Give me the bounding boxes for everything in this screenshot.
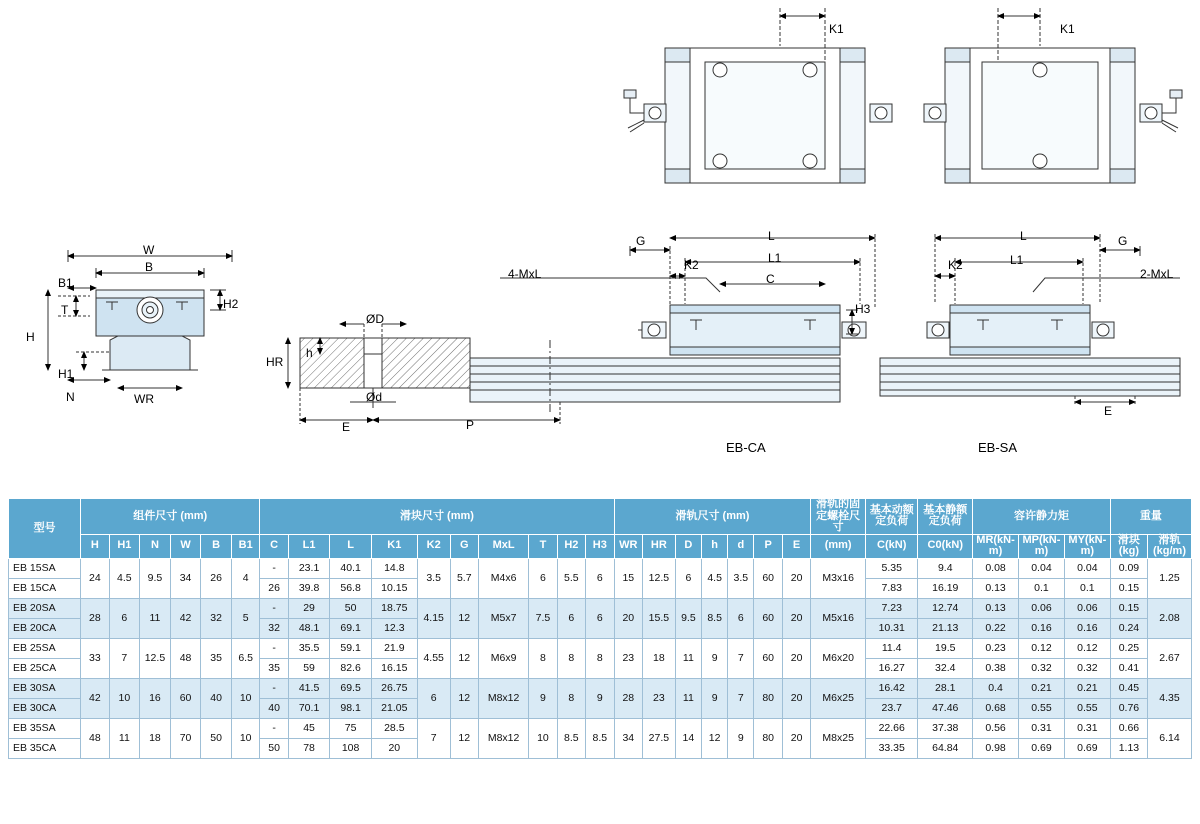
cell-H1: 6 bbox=[109, 598, 140, 638]
subheader-MR: MR(kN-m) bbox=[973, 534, 1019, 558]
cell-C0: 47.46 bbox=[918, 698, 973, 718]
cell-D: 9.5 bbox=[675, 598, 701, 638]
cell-P: 60 bbox=[754, 558, 782, 598]
cell-K1: 26.75 bbox=[371, 678, 417, 698]
spec-table bbox=[8, 498, 1192, 759]
table-row bbox=[9, 558, 1192, 578]
header-assembly-dims: 组件尺寸 (mm) bbox=[81, 499, 260, 535]
cell-H2: 8 bbox=[557, 678, 585, 718]
cell-d: 9 bbox=[728, 718, 754, 758]
subheader-MxL: MxL bbox=[478, 534, 528, 558]
cell-C: 22.66 bbox=[865, 718, 917, 738]
cell-HR: 27.5 bbox=[642, 718, 675, 758]
cell-L: 59.1 bbox=[330, 638, 372, 658]
cell-E: 20 bbox=[782, 678, 810, 718]
cell-H3: 8 bbox=[586, 638, 615, 678]
cell-W: 60 bbox=[170, 678, 201, 718]
cell-H1: 7 bbox=[109, 638, 140, 678]
cell-G: 12 bbox=[450, 598, 478, 638]
cell-P: 80 bbox=[754, 718, 782, 758]
label-t: T bbox=[61, 303, 69, 317]
cell-C: 33.35 bbox=[865, 738, 917, 758]
cell-L: 69.5 bbox=[330, 678, 372, 698]
header-static-moment: 容许静力矩 bbox=[973, 499, 1111, 535]
cell-P: 60 bbox=[754, 638, 782, 678]
cell-H2: 8 bbox=[557, 638, 585, 678]
cell-model: EB 15SA bbox=[9, 558, 81, 578]
cell-HR: 18 bbox=[642, 638, 675, 678]
label-g-left: G bbox=[636, 234, 646, 248]
cell-MR: 0.68 bbox=[973, 698, 1019, 718]
cell-C: 7.83 bbox=[865, 578, 917, 598]
table-row bbox=[9, 678, 1192, 698]
cell-MR: 0.08 bbox=[973, 558, 1019, 578]
subheader-L1: L1 bbox=[288, 534, 330, 558]
spec-table-body bbox=[9, 558, 1192, 758]
cell-wr: 4.35 bbox=[1147, 678, 1191, 718]
cell-HR: 12.5 bbox=[642, 558, 675, 598]
cell-screw: M8x25 bbox=[811, 718, 866, 758]
label-w: W bbox=[143, 243, 155, 257]
cell-h: 9 bbox=[702, 678, 728, 718]
cell-B1: 6.5 bbox=[231, 638, 259, 678]
label-4mxl: 4-MxL bbox=[508, 267, 542, 281]
cell-MP: 0.32 bbox=[1018, 658, 1064, 678]
cell-L1: 39.8 bbox=[288, 578, 330, 598]
subheader-H2: H2 bbox=[557, 534, 585, 558]
cell-P: 80 bbox=[754, 678, 782, 718]
cell-L1: 41.5 bbox=[288, 678, 330, 698]
cell-MR: 0.38 bbox=[973, 658, 1019, 678]
cell-MY: 0.31 bbox=[1064, 718, 1110, 738]
subheader-C0-kn: C0(kN) bbox=[918, 534, 973, 558]
cell-MP: 0.04 bbox=[1018, 558, 1064, 578]
label-b: B bbox=[145, 260, 154, 274]
cell-L: 40.1 bbox=[330, 558, 372, 578]
cell-T: 8 bbox=[529, 638, 557, 678]
label-l1-left: L1 bbox=[768, 251, 782, 265]
cell-H3: 6 bbox=[586, 598, 615, 638]
cell-G: 12 bbox=[450, 718, 478, 758]
cell-C0: 19.5 bbox=[918, 638, 973, 658]
cell-wb: 0.45 bbox=[1110, 678, 1147, 698]
caption-eb-sa: EB-SA bbox=[978, 440, 1018, 455]
cell-H: 42 bbox=[81, 678, 109, 718]
cell-MY: 0.69 bbox=[1064, 738, 1110, 758]
cell-H1: 10 bbox=[109, 678, 140, 718]
label-l1-right: L1 bbox=[1010, 253, 1024, 267]
cell-B1: 10 bbox=[231, 718, 259, 758]
cell-B: 50 bbox=[201, 718, 232, 758]
cell-H1: 4.5 bbox=[109, 558, 140, 598]
cell-wb: 0.25 bbox=[1110, 638, 1147, 658]
cell-wb: 0.09 bbox=[1110, 558, 1147, 578]
cell-MY: 0.32 bbox=[1064, 658, 1110, 678]
cell-MR: 0.4 bbox=[973, 678, 1019, 698]
cell-C: 23.7 bbox=[865, 698, 917, 718]
label-l-left: L bbox=[768, 229, 775, 243]
cell-D: 11 bbox=[675, 678, 701, 718]
cell-d: 7 bbox=[728, 678, 754, 718]
subheader-WR: WR bbox=[614, 534, 642, 558]
cell-MY: 0.1 bbox=[1064, 578, 1110, 598]
label-k1-left: K1 bbox=[829, 22, 844, 36]
cell-C: 11.4 bbox=[865, 638, 917, 658]
subheader-D: D bbox=[675, 534, 701, 558]
cell-L1: 45 bbox=[288, 718, 330, 738]
label-p: P bbox=[466, 418, 475, 432]
cell-model: EB 35SA bbox=[9, 718, 81, 738]
cell-screw: M6x25 bbox=[811, 678, 866, 718]
label-l-right: L bbox=[1020, 229, 1027, 243]
cell-L: 108 bbox=[330, 738, 372, 758]
subheader-L: L bbox=[330, 534, 372, 558]
cell-P: 60 bbox=[754, 598, 782, 638]
subheader-P: P bbox=[754, 534, 782, 558]
cell-h: 12 bbox=[702, 718, 728, 758]
subheader-N: N bbox=[140, 534, 171, 558]
cell-T: 6 bbox=[529, 558, 557, 598]
table-row bbox=[9, 718, 1192, 738]
cell-C: 7.23 bbox=[865, 598, 917, 618]
cell-K2: 6 bbox=[417, 678, 450, 718]
label-h3-left: H3 bbox=[855, 302, 871, 316]
cell-C0: 32.4 bbox=[918, 658, 973, 678]
cell-model: EB 35CA bbox=[9, 738, 81, 758]
cell-HR: 15.5 bbox=[642, 598, 675, 638]
cell-K1: 18.75 bbox=[371, 598, 417, 618]
cell-screw: M6x20 bbox=[811, 638, 866, 678]
cell-MR: 0.22 bbox=[973, 618, 1019, 638]
cell-Ccol: 26 bbox=[260, 578, 288, 598]
cell-W: 42 bbox=[170, 598, 201, 638]
cell-N: 18 bbox=[140, 718, 171, 758]
cell-Ccol: - bbox=[260, 678, 288, 698]
cell-L: 75 bbox=[330, 718, 372, 738]
cell-K2: 4.15 bbox=[417, 598, 450, 638]
cell-MY: 0.12 bbox=[1064, 638, 1110, 658]
cell-C0: 21.13 bbox=[918, 618, 973, 638]
cell-Ccol: 32 bbox=[260, 618, 288, 638]
cell-HR: 23 bbox=[642, 678, 675, 718]
cell-G: 12 bbox=[450, 638, 478, 678]
cell-N: 12.5 bbox=[140, 638, 171, 678]
cell-MxL: M8x12 bbox=[478, 718, 528, 758]
cell-model: EB 20SA bbox=[9, 598, 81, 618]
cell-W: 70 bbox=[170, 718, 201, 758]
cell-Ccol: - bbox=[260, 718, 288, 738]
cell-E: 20 bbox=[782, 598, 810, 638]
cell-W: 34 bbox=[170, 558, 201, 598]
subheader-H: H bbox=[81, 534, 109, 558]
cell-wr: 2.67 bbox=[1147, 638, 1191, 678]
subheader-B1: B1 bbox=[231, 534, 259, 558]
cell-L: 82.6 bbox=[330, 658, 372, 678]
cell-MP: 0.1 bbox=[1018, 578, 1064, 598]
cell-MR: 0.23 bbox=[973, 638, 1019, 658]
subheader-C-kn: C(kN) bbox=[865, 534, 917, 558]
cell-L1: 59 bbox=[288, 658, 330, 678]
cell-d: 3.5 bbox=[728, 558, 754, 598]
cell-MY: 0.21 bbox=[1064, 678, 1110, 698]
subheader-E: E bbox=[782, 534, 810, 558]
cell-L: 98.1 bbox=[330, 698, 372, 718]
cell-screw: M3x16 bbox=[811, 558, 866, 598]
subheader-W: W bbox=[170, 534, 201, 558]
cell-MY: 0.55 bbox=[1064, 698, 1110, 718]
cell-H3: 6 bbox=[586, 558, 615, 598]
cell-WR: 20 bbox=[614, 598, 642, 638]
label-hr: HR bbox=[266, 355, 284, 369]
cell-L: 50 bbox=[330, 598, 372, 618]
cell-wr: 2.08 bbox=[1147, 598, 1191, 638]
cell-C: 16.42 bbox=[865, 678, 917, 698]
cell-d: 6 bbox=[728, 598, 754, 638]
label-n: N bbox=[66, 390, 75, 404]
cell-K2: 7 bbox=[417, 718, 450, 758]
cell-T: 7.5 bbox=[529, 598, 557, 638]
header-block-dims: 滑块尺寸 (mm) bbox=[260, 499, 614, 535]
cell-L: 56.8 bbox=[330, 578, 372, 598]
cell-model: EB 15CA bbox=[9, 578, 81, 598]
cell-Ccol: 50 bbox=[260, 738, 288, 758]
label-e-left: E bbox=[342, 420, 351, 434]
cell-H: 33 bbox=[81, 638, 109, 678]
cell-H2: 6 bbox=[557, 598, 585, 638]
cell-model: EB 25CA bbox=[9, 658, 81, 678]
label-k1-right: K1 bbox=[1060, 22, 1075, 36]
cell-MR: 0.13 bbox=[973, 578, 1019, 598]
caption-eb-ca: EB-CA bbox=[726, 440, 766, 455]
cell-H1: 11 bbox=[109, 718, 140, 758]
header-dynamic-load: 基本动额定负荷 bbox=[865, 499, 917, 535]
cell-wb: 0.76 bbox=[1110, 698, 1147, 718]
cell-wr: 1.25 bbox=[1147, 558, 1191, 598]
cell-H3: 9 bbox=[586, 678, 615, 718]
cell-K1: 21.9 bbox=[371, 638, 417, 658]
cell-h: 8.5 bbox=[702, 598, 728, 638]
cell-G: 5.7 bbox=[450, 558, 478, 598]
cell-L1: 35.5 bbox=[288, 638, 330, 658]
cell-MxL: M4x6 bbox=[478, 558, 528, 598]
cell-C0: 9.4 bbox=[918, 558, 973, 578]
label-b1: B1 bbox=[58, 276, 73, 290]
cell-Ccol: - bbox=[260, 558, 288, 578]
cell-D: 11 bbox=[675, 638, 701, 678]
cell-screw: M5x16 bbox=[811, 598, 866, 638]
cell-MR: 0.56 bbox=[973, 718, 1019, 738]
cell-model: EB 25SA bbox=[9, 638, 81, 658]
cell-K2: 3.5 bbox=[417, 558, 450, 598]
label-c-left: C bbox=[766, 272, 775, 286]
label-h: H bbox=[26, 330, 35, 344]
cell-T: 9 bbox=[529, 678, 557, 718]
subheader-screw-mm: (mm) bbox=[811, 534, 866, 558]
cell-L1: 78 bbox=[288, 738, 330, 758]
cell-MP: 0.69 bbox=[1018, 738, 1064, 758]
cell-B: 35 bbox=[201, 638, 232, 678]
cell-G: 12 bbox=[450, 678, 478, 718]
subheader-K1: K1 bbox=[371, 534, 417, 558]
cell-L: 69.1 bbox=[330, 618, 372, 638]
cell-MP: 0.16 bbox=[1018, 618, 1064, 638]
header-rail-screw: 滑轨的固定螺栓尺寸 bbox=[811, 499, 866, 535]
cell-C0: 16.19 bbox=[918, 578, 973, 598]
label-diameter-d-small: Ød bbox=[366, 390, 383, 404]
subheader-B: B bbox=[201, 534, 232, 558]
cell-H: 28 bbox=[81, 598, 109, 638]
cell-E: 20 bbox=[782, 718, 810, 758]
cell-K1: 21.05 bbox=[371, 698, 417, 718]
label-wr: WR bbox=[134, 392, 154, 406]
cell-MxL: M5x7 bbox=[478, 598, 528, 638]
cell-E: 20 bbox=[782, 638, 810, 678]
cell-MP: 0.21 bbox=[1018, 678, 1064, 698]
subheader-h: h bbox=[702, 534, 728, 558]
cell-Ccol: 35 bbox=[260, 658, 288, 678]
cell-C0: 28.1 bbox=[918, 678, 973, 698]
cell-H2: 5.5 bbox=[557, 558, 585, 598]
cell-wb: 0.66 bbox=[1110, 718, 1147, 738]
cell-E: 20 bbox=[782, 558, 810, 598]
cell-D: 14 bbox=[675, 718, 701, 758]
cell-WR: 34 bbox=[614, 718, 642, 758]
cell-D: 6 bbox=[675, 558, 701, 598]
cell-Ccol: - bbox=[260, 598, 288, 618]
label-2mxl: 2-MxL bbox=[1140, 267, 1174, 281]
cell-B1: 4 bbox=[231, 558, 259, 598]
cell-N: 16 bbox=[140, 678, 171, 718]
cell-MP: 0.55 bbox=[1018, 698, 1064, 718]
cell-Ccol: - bbox=[260, 638, 288, 658]
cell-H2: 8.5 bbox=[557, 718, 585, 758]
cell-wb: 0.15 bbox=[1110, 598, 1147, 618]
cell-WR: 23 bbox=[614, 638, 642, 678]
cell-d: 7 bbox=[728, 638, 754, 678]
cell-wb: 0.15 bbox=[1110, 578, 1147, 598]
cell-B: 40 bbox=[201, 678, 232, 718]
cell-K1: 14.8 bbox=[371, 558, 417, 578]
subheader-H1: H1 bbox=[109, 534, 140, 558]
cell-model: EB 30CA bbox=[9, 698, 81, 718]
cell-model: EB 30SA bbox=[9, 678, 81, 698]
cell-B: 32 bbox=[201, 598, 232, 638]
subheader-T: T bbox=[529, 534, 557, 558]
cell-Ccol: 40 bbox=[260, 698, 288, 718]
cell-B: 26 bbox=[201, 558, 232, 598]
cell-wr: 6.14 bbox=[1147, 718, 1191, 758]
label-g-right: G bbox=[1118, 234, 1128, 248]
cell-K1: 12.3 bbox=[371, 618, 417, 638]
cell-wb: 0.41 bbox=[1110, 658, 1147, 678]
subheader-C: C bbox=[260, 534, 288, 558]
label-h1: H1 bbox=[58, 367, 74, 381]
subheader-weight-rail: 滑轨(kg/m) bbox=[1147, 534, 1191, 558]
cell-WR: 15 bbox=[614, 558, 642, 598]
cell-C: 16.27 bbox=[865, 658, 917, 678]
cell-B1: 10 bbox=[231, 678, 259, 718]
label-e-right: E bbox=[1104, 404, 1113, 418]
cell-C: 10.31 bbox=[865, 618, 917, 638]
table-row bbox=[9, 638, 1192, 658]
subheader-H3: H3 bbox=[586, 534, 615, 558]
subheader-G: G bbox=[450, 534, 478, 558]
cell-L1: 29 bbox=[288, 598, 330, 618]
table-row bbox=[9, 598, 1192, 618]
cell-N: 9.5 bbox=[140, 558, 171, 598]
cell-K1: 16.15 bbox=[371, 658, 417, 678]
cell-K1: 28.5 bbox=[371, 718, 417, 738]
cell-W: 48 bbox=[170, 638, 201, 678]
cell-MP: 0.31 bbox=[1018, 718, 1064, 738]
cell-MP: 0.06 bbox=[1018, 598, 1064, 618]
cell-H: 24 bbox=[81, 558, 109, 598]
cell-K2: 4.55 bbox=[417, 638, 450, 678]
cell-H3: 8.5 bbox=[586, 718, 615, 758]
header-model: 型号 bbox=[9, 499, 81, 559]
cell-MP: 0.12 bbox=[1018, 638, 1064, 658]
cell-MxL: M6x9 bbox=[478, 638, 528, 678]
cell-C0: 37.38 bbox=[918, 718, 973, 738]
header-static-load: 基本静额定负荷 bbox=[918, 499, 973, 535]
cell-C0: 64.84 bbox=[918, 738, 973, 758]
cell-K1: 10.15 bbox=[371, 578, 417, 598]
cell-MY: 0.04 bbox=[1064, 558, 1110, 578]
label-h2: H2 bbox=[223, 297, 239, 311]
label-k2-right: K2 bbox=[948, 258, 963, 272]
cell-MR: 0.98 bbox=[973, 738, 1019, 758]
cell-H: 48 bbox=[81, 718, 109, 758]
cell-L1: 70.1 bbox=[288, 698, 330, 718]
cell-h: 9 bbox=[702, 638, 728, 678]
subheader-d: d bbox=[728, 534, 754, 558]
cell-MY: 0.16 bbox=[1064, 618, 1110, 638]
subheader-HR: HR bbox=[642, 534, 675, 558]
cell-L1: 48.1 bbox=[288, 618, 330, 638]
subheader-MY: MY(kN-m) bbox=[1064, 534, 1110, 558]
label-h-depth: h bbox=[306, 346, 313, 360]
subheader-weight-block: 滑块(kg) bbox=[1110, 534, 1147, 558]
cell-MY: 0.06 bbox=[1064, 598, 1110, 618]
label-diameter-d-large: ØD bbox=[366, 312, 384, 326]
cell-MxL: M8x12 bbox=[478, 678, 528, 718]
cell-L1: 23.1 bbox=[288, 558, 330, 578]
cell-model: EB 20CA bbox=[9, 618, 81, 638]
subheader-K2: K2 bbox=[417, 534, 450, 558]
cell-B1: 5 bbox=[231, 598, 259, 638]
cell-MR: 0.13 bbox=[973, 598, 1019, 618]
cell-C0: 12.74 bbox=[918, 598, 973, 618]
cell-N: 11 bbox=[140, 598, 171, 638]
cell-C: 5.35 bbox=[865, 558, 917, 578]
cell-wb: 1.13 bbox=[1110, 738, 1147, 758]
cell-WR: 28 bbox=[614, 678, 642, 718]
cell-K1: 20 bbox=[371, 738, 417, 758]
header-rail-dims: 滑轨尺寸 (mm) bbox=[614, 499, 811, 535]
cell-T: 10 bbox=[529, 718, 557, 758]
label-k2-left: K2 bbox=[684, 258, 699, 272]
subheader-MP: MP(kN-m) bbox=[1018, 534, 1064, 558]
cell-wb: 0.24 bbox=[1110, 618, 1147, 638]
header-weight: 重量 bbox=[1110, 499, 1191, 535]
cell-h: 4.5 bbox=[702, 558, 728, 598]
